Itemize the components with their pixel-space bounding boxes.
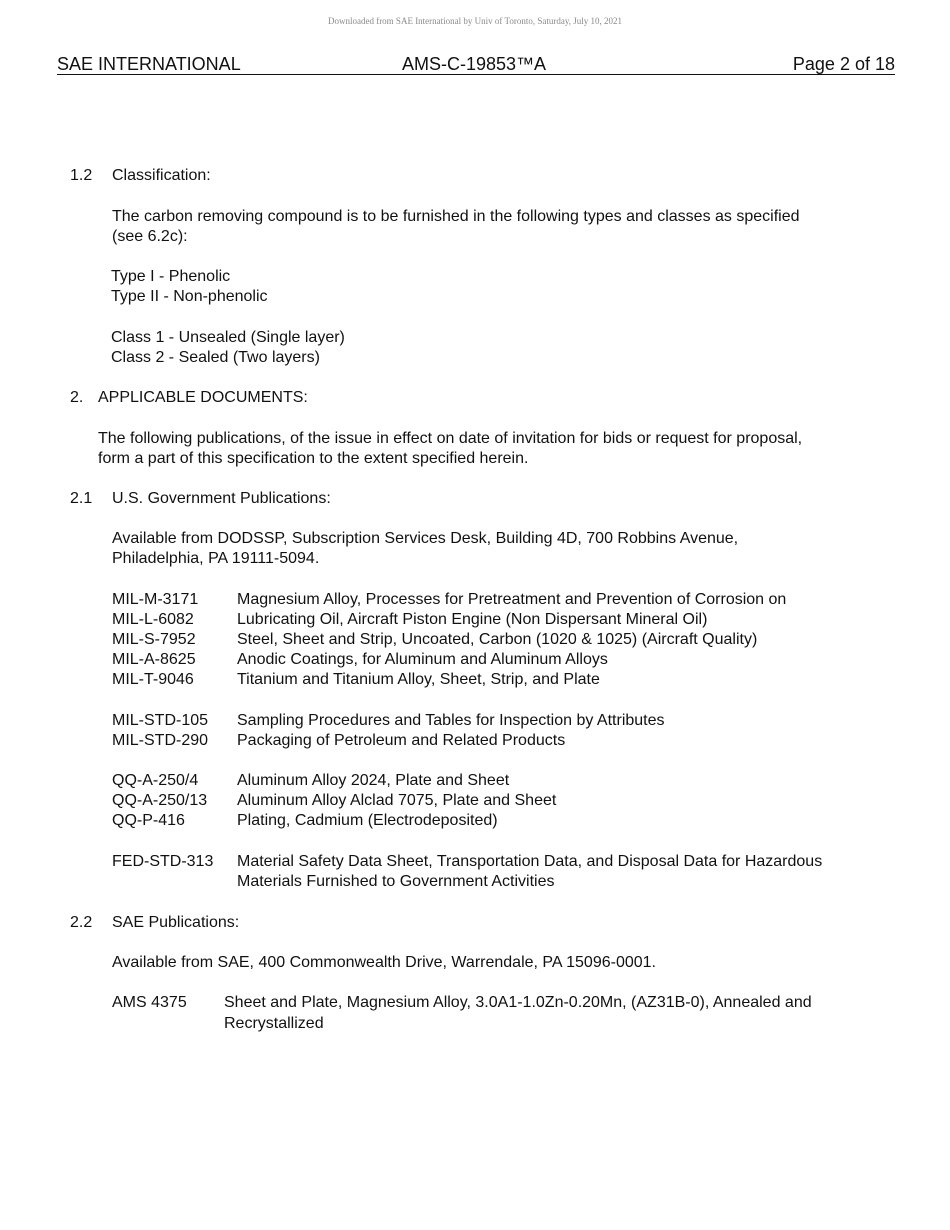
reference-code: MIL-T-9046	[112, 671, 194, 688]
reference-title: Anodic Coatings, for Aluminum and Aluminum Alloys	[237, 651, 608, 668]
reference-code: QQ-A-250/13	[112, 792, 208, 809]
section-2-1-number: 2.1	[70, 490, 93, 507]
reference-title: Aluminum Alloy Alclad 7075, Plate and Sheet	[237, 792, 557, 809]
header-document-id: AMS-C-19853™A	[402, 54, 547, 74]
reference-title: Titanium and Titanium Alloy, Sheet, Strip, and Plate	[237, 671, 600, 688]
reference-title: Plating, Cadmium (Electrodeposited)	[237, 812, 498, 829]
section-2-title: APPLICABLE DOCUMENTS:	[98, 389, 308, 406]
reference-title-continuation: Recrystallized	[224, 1015, 324, 1032]
reference-code: MIL-STD-105	[112, 712, 209, 729]
section-2-number: 2.	[70, 389, 84, 406]
page-header	[57, 53, 895, 75]
section-2-2-availability: Available from SAE, 400 Commonwealth Drive, Warrendale, PA 15096-0001.	[112, 954, 656, 971]
reference-title: Aluminum Alloy 2024, Plate and Sheet	[237, 772, 510, 789]
reference-code: QQ-P-416	[112, 812, 185, 829]
reference-title: Material Safety Data Sheet, Transportation Data, and Disposal Data for Hazardous	[237, 853, 823, 870]
reference-title: Steel, Sheet and Strip, Uncoated, Carbon (1020 & 1025) (Aircraft Quality)	[237, 631, 758, 648]
reference-code: MIL-S-7952	[112, 631, 196, 648]
reference-title: Packaging of Petroleum and Related Products	[237, 732, 566, 749]
header-organization: SAE INTERNATIONAL	[57, 54, 241, 74]
reference-code: MIL-A-8625	[112, 651, 196, 668]
type-1-item: Type I - Phenolic	[111, 268, 231, 285]
download-watermark: Downloaded from SAE International by Univ of Toronto, Saturday, July 10, 2021	[327, 16, 623, 26]
section-2-1-availability-line2: Philadelphia, PA 19111-5094.	[112, 550, 320, 567]
type-2-item: Type II - Non-phenolic	[111, 288, 268, 305]
section-1-2-number: 1.2	[70, 167, 93, 184]
reference-title: Sampling Procedures and Tables for Inspection by Attributes	[237, 712, 665, 729]
class-2-item: Class 2 - Sealed (Two layers)	[111, 349, 320, 366]
section-1-2-title: Classification:	[112, 167, 211, 184]
reference-code: MIL-L-6082	[112, 611, 194, 628]
reference-title: Sheet and Plate, Magnesium Alloy, 3.0A1-1.0Zn-0.20Mn, (AZ31B-0), Annealed and	[224, 994, 812, 1011]
reference-title-continuation: Materials Furnished to Government Activities	[237, 873, 555, 890]
reference-code: FED-STD-313	[112, 853, 214, 870]
section-2-2-title: SAE Publications:	[112, 914, 240, 931]
section-2-2-number: 2.2	[70, 914, 93, 931]
reference-code: AMS 4375	[112, 994, 187, 1011]
section-2-paragraph-line1: The following publications, of the issue in effect on date of invitation for bids or request for proposal,	[98, 430, 803, 447]
class-1-item: Class 1 - Unsealed (Single layer)	[111, 329, 345, 346]
reference-code: QQ-A-250/4	[112, 772, 199, 789]
reference-title: Lubricating Oil, Aircraft Piston Engine (Non Dispersant Mineral Oil)	[237, 611, 708, 628]
section-1-2-paragraph-line2: (see 6.2c):	[112, 228, 188, 245]
section-1-2-paragraph-line1: The carbon removing compound is to be furnished in the following types and classes as specified	[112, 208, 800, 225]
reference-title: Magnesium Alloy, Processes for Pretreatment and Prevention of Corrosion on	[237, 591, 787, 608]
reference-code: MIL-STD-290	[112, 732, 209, 749]
reference-code: MIL-M-3171	[112, 591, 199, 608]
section-2-paragraph-line2: form a part of this specification to the extent specified herein.	[98, 450, 529, 467]
header-page-number: Page 2 of 18	[792, 54, 895, 74]
section-2-1-title: U.S. Government Publications:	[112, 490, 331, 507]
section-2-1-availability-line1: Available from DODSSP, Subscription Services Desk, Building 4D, 700 Robbins Avenue,	[112, 530, 739, 547]
